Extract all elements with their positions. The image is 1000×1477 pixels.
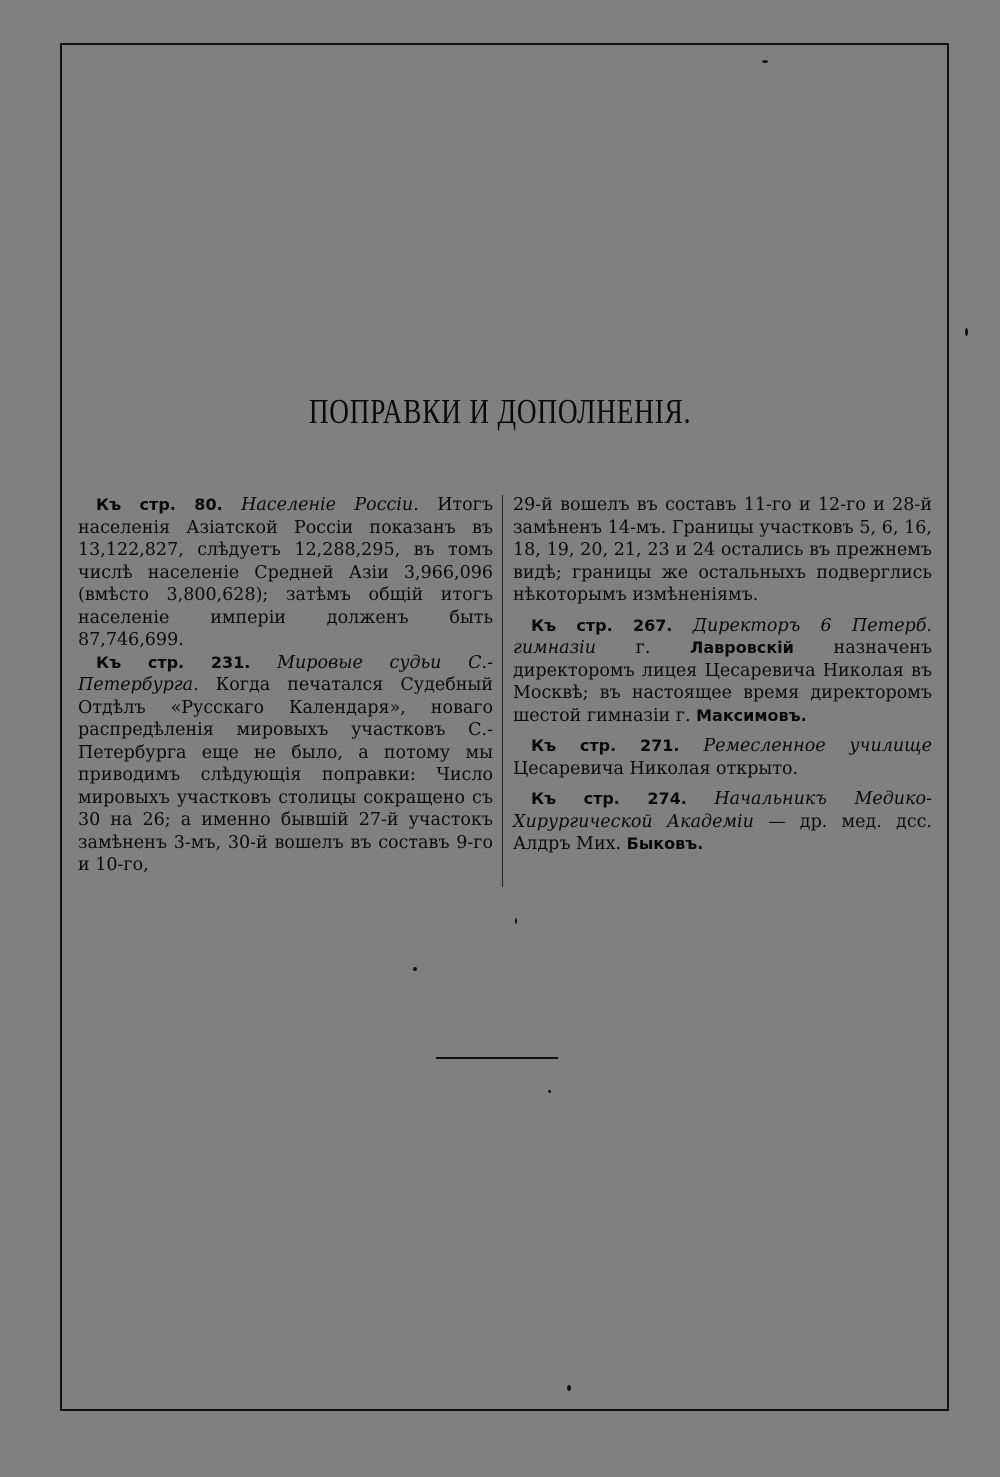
entry-ref: Къ стр. 271. [531,736,680,755]
entry-subject: Ремесленное училище [703,736,932,756]
closing-rule [436,1057,558,1059]
entry-text: др. мед. дсс. Алдръ Мих. [513,811,932,854]
person-name: Быковъ. [626,834,704,853]
print-speck [762,60,768,63]
entry-subject: Начальникъ Медико-Хирургической Академіи — [513,789,932,832]
entry-text: Цесаревича Николая открыто. [513,758,799,779]
person-name: Максимовъ. [696,705,807,725]
entry-text: назначенъ директоромъ лицея Цесаревича Николая въ Москвѣ; въ настоящее время директоромъ шестой гимназіи г. [513,638,932,726]
entry-ref: Къ стр. 231. [96,652,251,672]
print-speck [548,1090,551,1093]
print-speck [567,1385,571,1391]
entry-page-274 [513,788,932,856]
entry-ref: Къ стр. 80. [96,495,223,514]
page-title: ПОПРАВКИ И ДОПОЛНЕНІЯ. [308,392,692,431]
entry-page-267 [513,615,932,728]
right-column [513,494,932,856]
entry-page-80 [78,494,493,652]
entry-page-231 [78,652,493,877]
entry-subject: Директоръ 6 Петерб. гимназіи [513,615,932,658]
entry-ref: Къ стр. 267. [531,615,673,635]
print-speck [965,328,968,336]
entry-page-271 [513,735,932,780]
entry-subject: Мировые судьи С.-Петербурга. [78,652,493,695]
entry-subject: Населеніе Россіи. [241,495,419,515]
entry-text: Итогъ населенія Азіатской Россіи показанъ въ 13,122,827, слѣдуетъ 12,288,295, въ томъ числѣ населеніе Средней Азіи 3,966,096 (вмѣсто 3,800,628); затѣмъ общій итогъ населеніе имперіи долженъ быть 87,746,699. [78,495,493,650]
person-name: Лавровскій [690,638,794,657]
entry-page-231-continued: 29-й вошелъ въ составъ 11-го и 12-го и 28-й замѣненъ 14-мъ. Границы участковъ 5, 6, 16, 18, 19, 20, 21, 23 и 24 остались въ прежнемъ видѣ; границы же остальныхъ подверглись нѣкоторымъ измѣненіямъ. [513,495,932,605]
print-speck [413,967,417,971]
left-column [78,494,493,877]
entry-ref: Къ стр. 274. [531,789,687,808]
column-divider [502,495,503,887]
entry-text: г. [635,638,651,658]
entry-text: Когда печатался Судебный Отдѣлъ «Русскаго Календаря», новаго распредѣленія мировыхъ участковъ С.-Петербурга еще не было, а потому мы приводимъ слѣдующія поправки: Число мировыхъ участковъ столицы сокращено съ 30 на 26; а именно бывшій 27-й участокъ замѣненъ 3-мъ, 30-й вошелъ въ составъ 9-го и 10-го, [78,675,493,875]
print-speck [515,918,517,924]
